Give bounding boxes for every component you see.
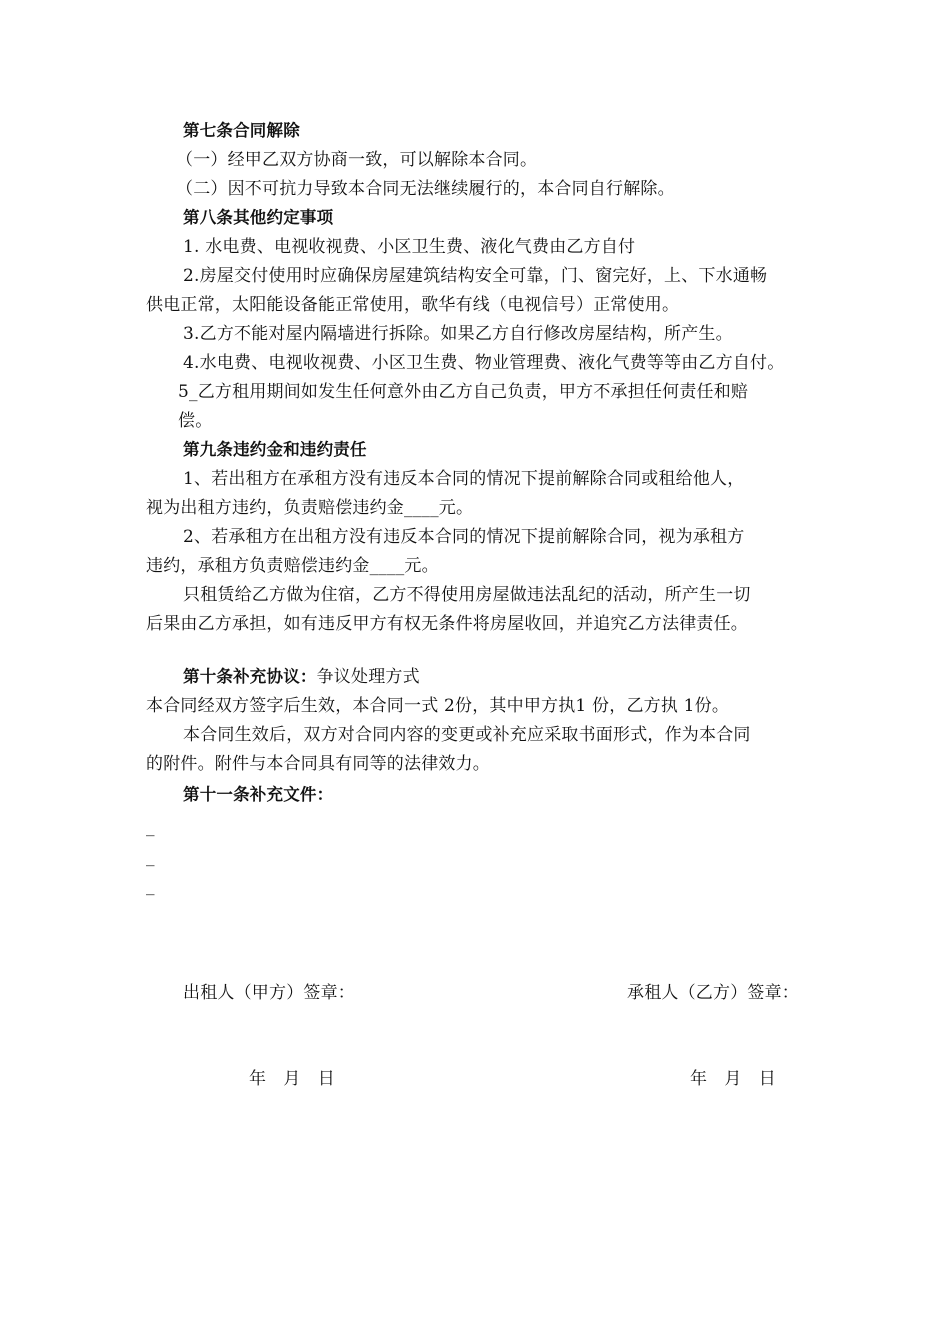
article-8-item-2-line-1: 2.房屋交付使用时应确保房屋建筑结构安全可靠，门、窗完好，上、下水通畅 <box>183 266 768 286</box>
article-9-item-1-line-1: 1、若出租方在承租方没有违反本合同的情况下提前解除合同或租给他人， <box>183 469 745 489</box>
blank-line-2: _ <box>146 847 155 867</box>
article-9-item-1-line-2: 视为出租方违约，负责赔偿违约金____元。 <box>146 498 474 518</box>
article-7-heading: 第七条合同解除 <box>183 121 300 140</box>
article-10-paragraph-2-line-1: 本合同生效后，双方对合同内容的变更或补充应采取书面形式，作为本合同 <box>183 725 751 745</box>
article-11-heading: 第十一条补充文件： <box>183 785 334 804</box>
lessor-date: 年 月 日 <box>249 1069 335 1089</box>
article-10-heading-row <box>183 663 420 691</box>
article-7-clause-2: （二）因不可抗力导致本合同无法继续履行的，本合同自行解除。 <box>176 179 675 199</box>
lessee-date: 年 月 日 <box>690 1069 776 1089</box>
lessee-signature-label: 承租人（乙方）签章： <box>627 983 799 1003</box>
article-10-paragraph-2-line-2: 的附件。附件与本合同具有同等的法律效力。 <box>146 754 490 774</box>
article-8-item-4: 4.水电费、电视收视费、小区卫生费、物业管理费、液化气费等等由乙方自付。 <box>183 353 785 373</box>
article-9-paragraph-line-2: 后果由乙方承担，如有违反甲方有权无条件将房屋收回，并追究乙方法律责任。 <box>146 614 748 634</box>
article-9-item-2-line-2: 违约，承租方负责赔偿违约金____元。 <box>146 556 439 576</box>
article-9-paragraph-line-1: 只租赁给乙方做为住宿，乙方不得使用房屋做违法乱纪的活动，所产生一切 <box>183 585 751 605</box>
article-10-heading: 第十条补充协议： <box>183 667 317 686</box>
article-7-clause-1: （一）经甲乙双方协商一致，可以解除本合同。 <box>176 150 538 170</box>
article-8-item-1: 1. 水电费、电视收视费、小区卫生费、液化气费由乙方自付 <box>183 237 636 257</box>
blank-line-3: _ <box>146 876 155 896</box>
article-10-heading-rest: 争议处理方式 <box>316 667 420 687</box>
article-10-paragraph-1: 本合同经双方签字后生效，本合同一式 2份，其中甲方执1 份，乙方执 1份。 <box>146 696 730 716</box>
article-9-item-2-line-1: 2、若承租方在出租方没有违反本合同的情况下提前解除合同，视为承租方 <box>183 527 745 547</box>
article-8-item-5-line-1: 5_乙方租用期间如发生任何意外由乙方自己负责，甲方不承担任何责任和赔 <box>178 382 749 402</box>
blank-line-1: _ <box>146 817 155 837</box>
article-8-item-5-line-2: 偿。 <box>178 411 213 431</box>
lessor-signature-label: 出租人（甲方）签章： <box>183 983 355 1003</box>
article-8-item-2-line-2: 供电正常，太阳能设备能正常使用，歌华有线（电视信号）正常使用。 <box>146 295 680 315</box>
article-8-heading: 第八条其他约定事项 <box>183 208 334 227</box>
article-9-heading: 第九条违约金和违约责任 <box>183 440 367 459</box>
article-8-item-3: 3.乙方不能对屋内隔墙进行拆除。如果乙方自行修改房屋结构，所产生。 <box>183 324 733 344</box>
